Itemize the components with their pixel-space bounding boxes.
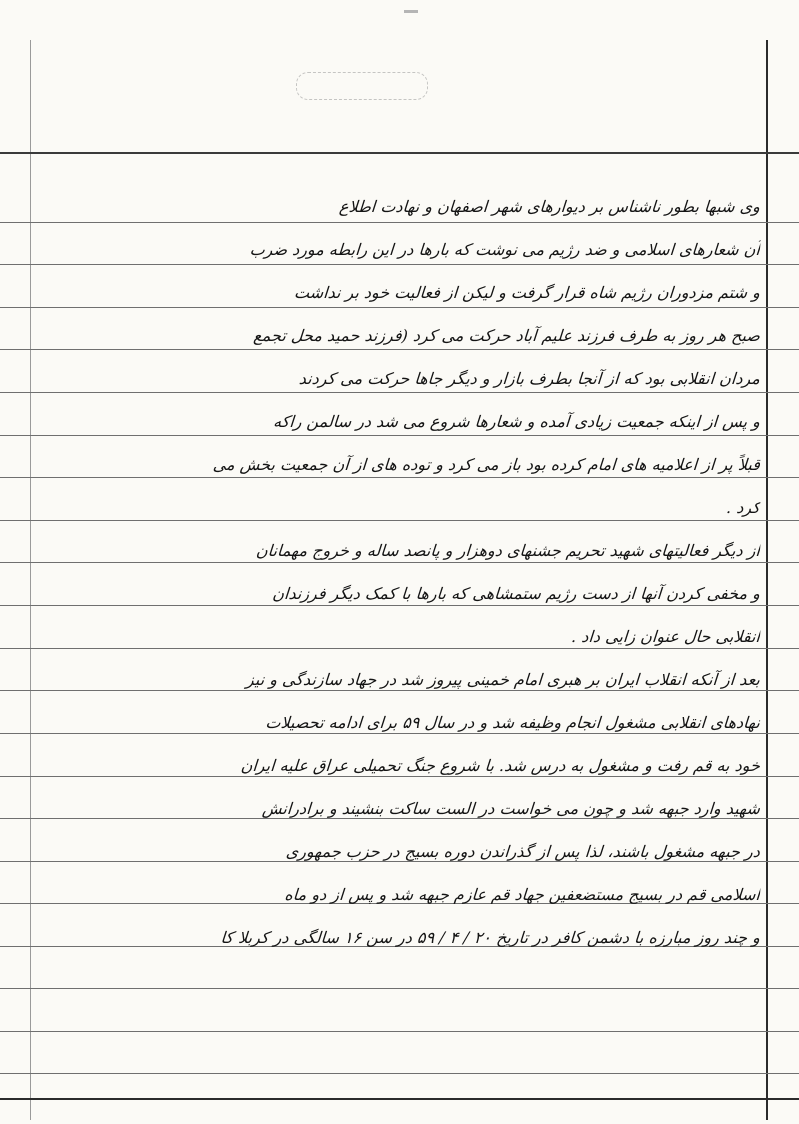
- text-line: نهادهای انقلابی مشغول انجام وظیفه شد و در سال ۵۹ برای ادامه تحصیلات: [264, 713, 761, 732]
- text-line: مردان انقلابی بود که از آنجا بطرف بازار و دیگر جاها حرکت می کردند: [298, 369, 761, 388]
- text-line: وی شبها بطور ناشناس بر دیوارهای شهر اصفهان و نهادت اطلاع: [338, 197, 761, 216]
- text-line: بعد از آنکه انقلاب ایران بر هبری امام خمینی پیروز شد در جهاد سازندگی و نیز: [245, 670, 761, 689]
- text-line: اسلامی قم در بسیج مستضعفین جهاد قم عازم جبهه شد و پس از دو ماه: [283, 885, 761, 904]
- text-line: در جبهه مشغول باشند، لذا پس از گذراندن دوره بسیج در حزب جمهوری: [285, 842, 761, 861]
- scan-mark: [404, 10, 418, 13]
- ruled-line: [0, 988, 799, 989]
- text-line: و مخفی کردن آنها از دست رژیم ستمشاهی که بارها با کمک دیگر فرزندان: [271, 584, 761, 603]
- faded-stamp: [296, 72, 428, 100]
- left-margin-line: [30, 40, 31, 1120]
- text-line: انقلابی حال عنوان زایی داد .: [570, 627, 761, 646]
- ruled-line: [0, 1073, 799, 1074]
- right-margin-line: [766, 40, 768, 1120]
- text-line: و شتم مزدوران رژیم شاه قرار گرفت و لیکن از فعالیت خود بر نداشت: [293, 283, 761, 302]
- text-line: شهید وارد جبهه شد و چون می خواست در الست ساکت بنشیند و برادرانش: [261, 799, 761, 818]
- header-rule: [0, 152, 799, 154]
- text-line: کرد .: [725, 498, 761, 517]
- text-line: و پس از اینکه جمعیت زیادی آمده و شعارها شروع می شد در سالمن راکه: [272, 412, 761, 431]
- text-line: و چند روز مبارزه با دشمن کافر در تاریخ ۲۰ / ۴ / ۵۹ در سن ۱۶ سالگی در کربلا کا: [220, 928, 761, 947]
- text-line: آن شعارهای اسلامی و ضد رژیم می نوشت که بارها در این رابطه مورد ضرب: [249, 240, 761, 259]
- handwritten-text: [60, 185, 760, 959]
- text-line: قبلاً پر از اعلامیه های امام کرده بود باز می کرد و توده های از آن جمعیت بخش می: [212, 455, 761, 474]
- text-line: صبح هر روز به طرف فرزند علیم آباد حرکت می کرد (فرزند حمید محل تجمع: [252, 326, 761, 345]
- footer-rule: [0, 1098, 799, 1100]
- text-line: از دیگر فعالیتهای شهید تحریم جشنهای دوهزار و پانصد ساله و خروج مهمانان: [255, 541, 761, 560]
- ruled-line: [0, 1031, 799, 1032]
- text-line: خود به قم رفت و مشغول به درس شد. با شروع جنگ تحمیلی عراق علیه ایران: [240, 756, 761, 775]
